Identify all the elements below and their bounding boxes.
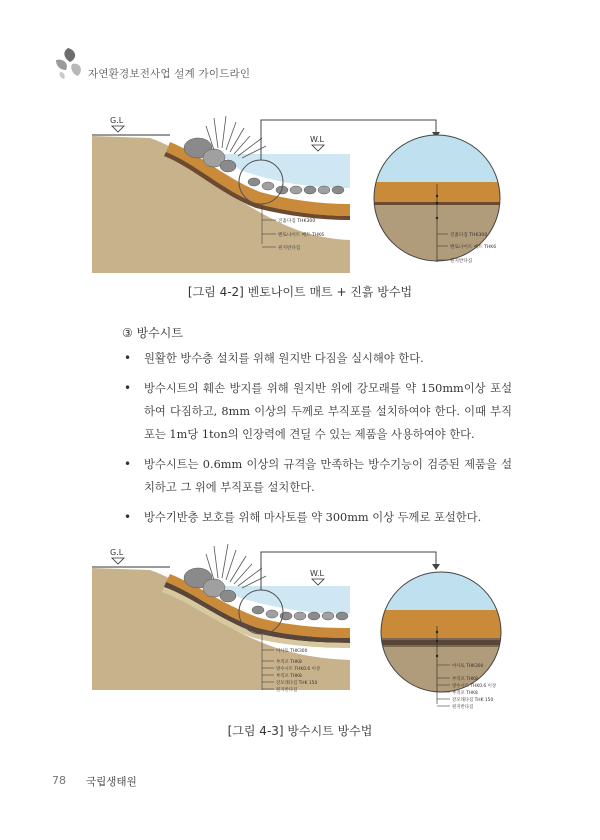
bullet-item: • 원활한 방수층 설치를 위해 원지반 다짐을 실시해야 한다. — [122, 347, 512, 370]
figure-1-caption: [그림 4-2] 벤토나이트 매트 + 진흙 방수법 — [187, 285, 413, 299]
figure-bentonite-diagram — [0, 108, 600, 278]
label-sheet: 방수시트 THK0.6 이상 — [276, 667, 321, 672]
leaf-logo-icon — [54, 46, 86, 80]
detail-label-sand: 강모래다짐 THK 150 — [452, 698, 494, 703]
gl-label: G.L — [110, 548, 124, 557]
detail-label-ground: 원지반다짐 — [450, 259, 473, 264]
footer-organization: 국립생태원 — [86, 776, 137, 788]
wl-label: W.L — [310, 569, 324, 578]
detail-label-clay: 진흙다짐 THK300 — [450, 233, 488, 238]
detail-label-ground: 원지반다짐 — [452, 705, 474, 710]
label-sand: 강모래다짐 THK 150 — [276, 681, 318, 686]
label-ground: 원지반다짐 — [278, 246, 301, 251]
bullet-item: • 방수기반층 보호를 위해 마사토를 약 300mm 이상 두께로 포설한다. — [122, 506, 512, 529]
detail-label-nonwoven-bottom: 부직포 THK8 — [452, 691, 478, 696]
label-bentonite: 벤토나이트 매트 THK6 — [278, 233, 325, 238]
bullet-item: • 방수시트는 0.6mm 이상의 규격을 만족하는 방수기능이 검증된 제품을 설치하고 그 위에 부직포를 설치한다. — [122, 453, 512, 499]
wl-label: W.L — [310, 135, 324, 144]
header-title: 자연환경보전사업 설계 가이드라인 — [88, 68, 251, 80]
detail-cross-section — [376, 568, 516, 697]
section-heading: ③ 방수시트 — [122, 326, 183, 340]
bullet-item: • 방수시트의 훼손 방지를 위해 원지반 위에 강모래를 약 150mm이상 포설하여 다짐하고, 8mm 이상의 두께로 부직포를 설치하여야 한다. 이때 부직포는 1m당 1ton의 인장력에 견딜 수 있는 제품을 사용하여야 한다. — [122, 377, 512, 446]
gl-label: G.L — [110, 116, 124, 125]
detail-label-sheet: 방수시트 THK0.6 이상 — [452, 684, 497, 689]
detail-label-masato: 마사토 THK300 — [452, 664, 484, 669]
bullet-list — [122, 347, 512, 536]
label-masato: 마사토 THK300 — [276, 649, 308, 654]
figure-2-caption: [그림 4-3] 방수시트 방수법 — [227, 724, 373, 738]
detail-label-nonwoven-top: 부직포 THK8 — [452, 677, 478, 682]
label-ground: 원지반다짐 — [276, 688, 298, 693]
figure-sheet-diagram — [0, 540, 600, 720]
detail-label-bentonite: 벤토나이트 매트 THK6 — [450, 245, 497, 250]
page-number: 78 — [52, 774, 66, 787]
label-nonwoven-top: 부직포 THK8 — [276, 660, 302, 665]
label-clay: 진흙다짐 THK300 — [278, 219, 316, 224]
label-nonwoven-bottom: 부직포 THK8 — [276, 674, 302, 679]
